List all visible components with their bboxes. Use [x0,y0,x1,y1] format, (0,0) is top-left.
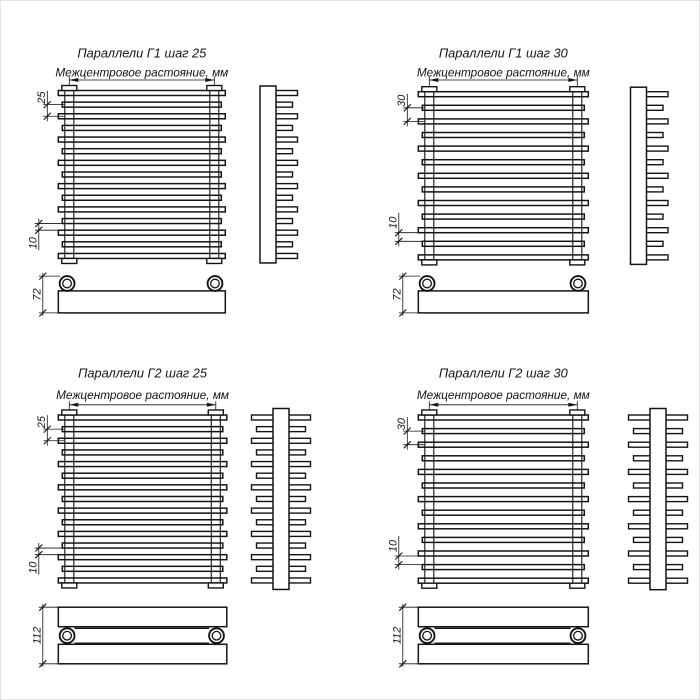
side-tooth [287,555,311,560]
collector-body [418,291,588,313]
riser-cap [422,583,437,588]
side-tooth [664,578,688,583]
side-tooth [664,551,688,556]
side-tooth [257,543,276,548]
collector-body [58,291,225,313]
side-tooth [645,119,669,124]
center-distance-label: Межцентровое растояние, мм [416,65,590,80]
front-bar-wide [58,253,225,258]
front-bar-wide [418,415,588,420]
side-tooth [664,469,688,474]
gap-dim-value: 10 [27,561,40,574]
gap-dim-value: 10 [27,237,40,250]
diagram-title: Параллели Г1 шаг 25 [77,45,207,61]
pipe-connection-inner [574,631,583,640]
diagram-g1-step30 [387,46,668,317]
side-tooth [257,566,276,571]
side-tooth [645,214,664,219]
side-view [629,409,688,590]
front-bar-wide [58,207,225,212]
side-tooth [664,497,688,502]
side-tooth [664,537,683,542]
center-distance-label: Межцентровое растояние, мм [416,388,590,402]
front-bar-wide [418,255,588,260]
side-tooth [629,524,653,529]
side-tooth [664,524,688,529]
riser-cap [207,86,222,91]
front-bar-wide [58,578,227,583]
front-bar-wide [418,146,588,151]
front-bar-narrow [62,543,223,548]
diagram-title: Параллели Г1 шаг 30 [438,45,568,61]
step-dim-value: 25 [35,91,48,104]
side-tooth [645,173,669,178]
side-tooth [274,195,293,200]
height-dim-value: 72 [391,288,404,301]
side-tooth [274,207,298,212]
collector-body-front [58,607,227,627]
collector-body-front [418,607,588,627]
side-tooth [664,456,683,461]
side-tooth [629,497,653,502]
front-bar-wide [418,469,588,474]
side-tooth [664,429,683,434]
pipe-connection-inner [423,631,432,640]
side-view [260,86,298,263]
front-bar-narrow [62,473,223,478]
side-tooth [274,184,298,189]
front-bar-wide [58,555,227,560]
diagram-g1-step25 [27,46,297,317]
step-dim-value: 30 [395,417,408,431]
side-spine [631,87,647,264]
front-bar-wide [58,91,225,96]
front-bar-wide [58,137,225,142]
riser-cap [208,410,223,415]
side-tooth [274,114,298,119]
side-tooth [287,473,306,478]
front-bar-wide [58,438,227,443]
front-view [418,410,588,588]
side-tooth [287,438,311,443]
riser-cap [207,258,222,263]
side-tooth [252,578,276,583]
dim-step [396,417,425,450]
riser-cap [570,87,585,92]
side-tooth [645,255,669,260]
dim-height [31,273,60,317]
collector-body-back [58,644,227,664]
side-tooth [257,520,276,525]
side-tooth [664,510,683,515]
side-tooth [645,160,664,165]
side-tooth [287,485,311,490]
side-tooth [664,565,683,570]
front-bar-wide [58,485,227,490]
front-bar-narrow [422,241,584,246]
side-tooth [287,450,306,455]
riser-cap [422,410,437,415]
front-bar-narrow [422,565,584,570]
side-tooth [252,531,276,536]
step-dim-value: 30 [395,94,408,107]
front-bar-narrow [422,133,584,138]
side-tooth [274,102,293,107]
side-tooth [645,187,664,192]
dim-height [391,273,420,317]
side-tooth [274,172,293,177]
front-bar-narrow [62,450,223,455]
pipe-connection-inner [63,631,72,640]
side-tooth [287,508,311,513]
side-tooth [274,230,298,235]
dim-arrow [429,403,438,407]
front-bar-wide [418,524,588,529]
front-bar-narrow [422,214,584,219]
side-tooth [634,456,653,461]
riser-cap [422,260,437,265]
height-dim-value: 112 [391,626,404,645]
side-tooth [252,462,276,467]
bottom-view [418,607,588,664]
pipe-connection-inner [423,279,432,288]
height-dim-value: 72 [31,288,44,301]
side-tooth [257,427,276,432]
front-bar-wide [418,442,588,447]
side-tooth [634,483,653,488]
front-bar-wide [418,497,588,502]
side-tooth [629,551,653,556]
front-bar-narrow [62,195,221,200]
front-view [58,410,227,588]
front-bar-narrow [62,149,221,154]
front-bar-wide [58,531,227,536]
front-bar-narrow [422,160,584,165]
side-spine [650,409,666,590]
bottom-view [58,276,225,313]
center-distance-label: Межцентровое растояние, мм [56,388,230,402]
front-bar-wide [418,551,588,556]
front-bar-narrow [62,219,221,224]
side-tooth [645,146,669,151]
bottom-view [58,607,227,664]
side-tooth [645,92,669,97]
front-bar-wide [58,462,227,467]
height-dim-value: 112 [31,626,44,645]
front-bar-narrow [62,172,221,177]
diagram-g2-step30 [387,366,687,668]
front-bar-narrow [422,187,584,192]
front-bar-wide [418,92,588,97]
front-bar-narrow [62,566,223,571]
side-tooth [645,241,664,246]
dim-arrow [568,403,577,407]
riser-cap [62,410,77,415]
side-tooth [257,450,276,455]
pipe-connection-inner [574,279,583,288]
front-bar-narrow [62,520,223,525]
side-tooth [664,415,688,420]
side-tooth [287,462,311,467]
front-bar-wide [58,230,225,235]
side-tooth [274,125,293,130]
side-tooth [645,105,664,110]
front-bar-wide [418,578,588,583]
side-tooth [274,253,298,258]
dim-center-distance [429,401,577,411]
pipe-connection-inner [211,279,220,288]
side-tooth [287,543,306,548]
diagram-title: Параллели Г2 шаг 30 [438,365,568,381]
riser-cap [62,86,77,91]
side-tooth [274,149,293,154]
front-bar-narrow [62,427,223,432]
side-tooth [287,578,311,583]
front-bar-wide [58,160,225,165]
riser-cap [422,87,437,92]
side-tooth [629,415,653,420]
side-tooth [252,508,276,513]
side-tooth [257,496,276,501]
front-bar-narrow [422,456,584,461]
diagram-title: Параллели Г2 шаг 25 [78,365,208,381]
side-tooth [634,510,653,515]
front-bar-narrow [62,125,221,130]
side-tooth [664,442,688,447]
dim-arrow [207,403,216,407]
side-tooth [645,133,664,138]
front-bar-wide [418,201,588,206]
side-tooth [629,442,653,447]
side-tooth [287,520,306,525]
side-spine [273,409,289,590]
side-spine [260,86,276,263]
pipe-connection-inner [212,631,221,640]
riser-cap [62,583,77,588]
dim-step [396,94,425,127]
pipe-connection-inner [63,279,72,288]
front-bar-narrow [62,102,221,107]
riser-cap [208,583,223,588]
side-tooth [287,496,306,501]
side-tooth [634,537,653,542]
front-view [418,87,588,265]
front-bar-narrow [422,429,584,434]
riser-cap [570,410,585,415]
riser-cap [570,260,585,265]
front-bar-narrow [422,537,584,542]
front-bar-wide [58,184,225,189]
gap-dim-value: 10 [387,216,400,229]
side-tooth [252,415,276,420]
front-bar-wide [418,228,588,233]
front-bar-narrow [62,242,221,247]
side-tooth [287,531,311,536]
side-tooth [634,429,653,434]
front-bar-narrow [62,496,223,501]
side-view [252,409,311,590]
dim-height [31,604,60,668]
front-bar-narrow [422,483,584,488]
side-view [631,87,669,264]
front-bar-wide [58,114,225,119]
side-tooth [274,242,293,247]
gap-dim-value: 10 [387,539,400,553]
front-bar-wide [418,173,588,178]
side-tooth [274,219,293,224]
front-view [58,86,225,264]
riser-cap [570,583,585,588]
front-bar-wide [58,415,227,420]
side-tooth [287,427,306,432]
side-tooth [634,565,653,570]
side-tooth [252,438,276,443]
step-dim-value: 25 [35,416,48,429]
side-tooth [287,566,306,571]
dim-arrow [69,403,78,407]
riser-cap [62,258,77,263]
front-bar-narrow [422,105,584,110]
side-tooth [287,415,311,420]
diagram-g2-step25 [27,366,310,668]
side-tooth [252,555,276,560]
side-tooth [274,137,298,142]
side-tooth [664,483,683,488]
side-tooth [629,578,653,583]
side-tooth [274,91,298,96]
bottom-view [418,276,588,313]
dim-center-distance [69,401,216,411]
side-tooth [629,469,653,474]
side-tooth [645,228,669,233]
front-bar-wide [58,508,227,513]
collector-body-back [418,644,588,664]
center-distance-label: Межцентровое растояние, мм [55,65,229,80]
side-tooth [257,473,276,478]
side-tooth [252,485,276,490]
side-tooth [645,201,669,206]
side-tooth [274,160,298,165]
front-bar-narrow [422,510,584,515]
dim-height [391,604,420,668]
front-bar-wide [418,119,588,124]
